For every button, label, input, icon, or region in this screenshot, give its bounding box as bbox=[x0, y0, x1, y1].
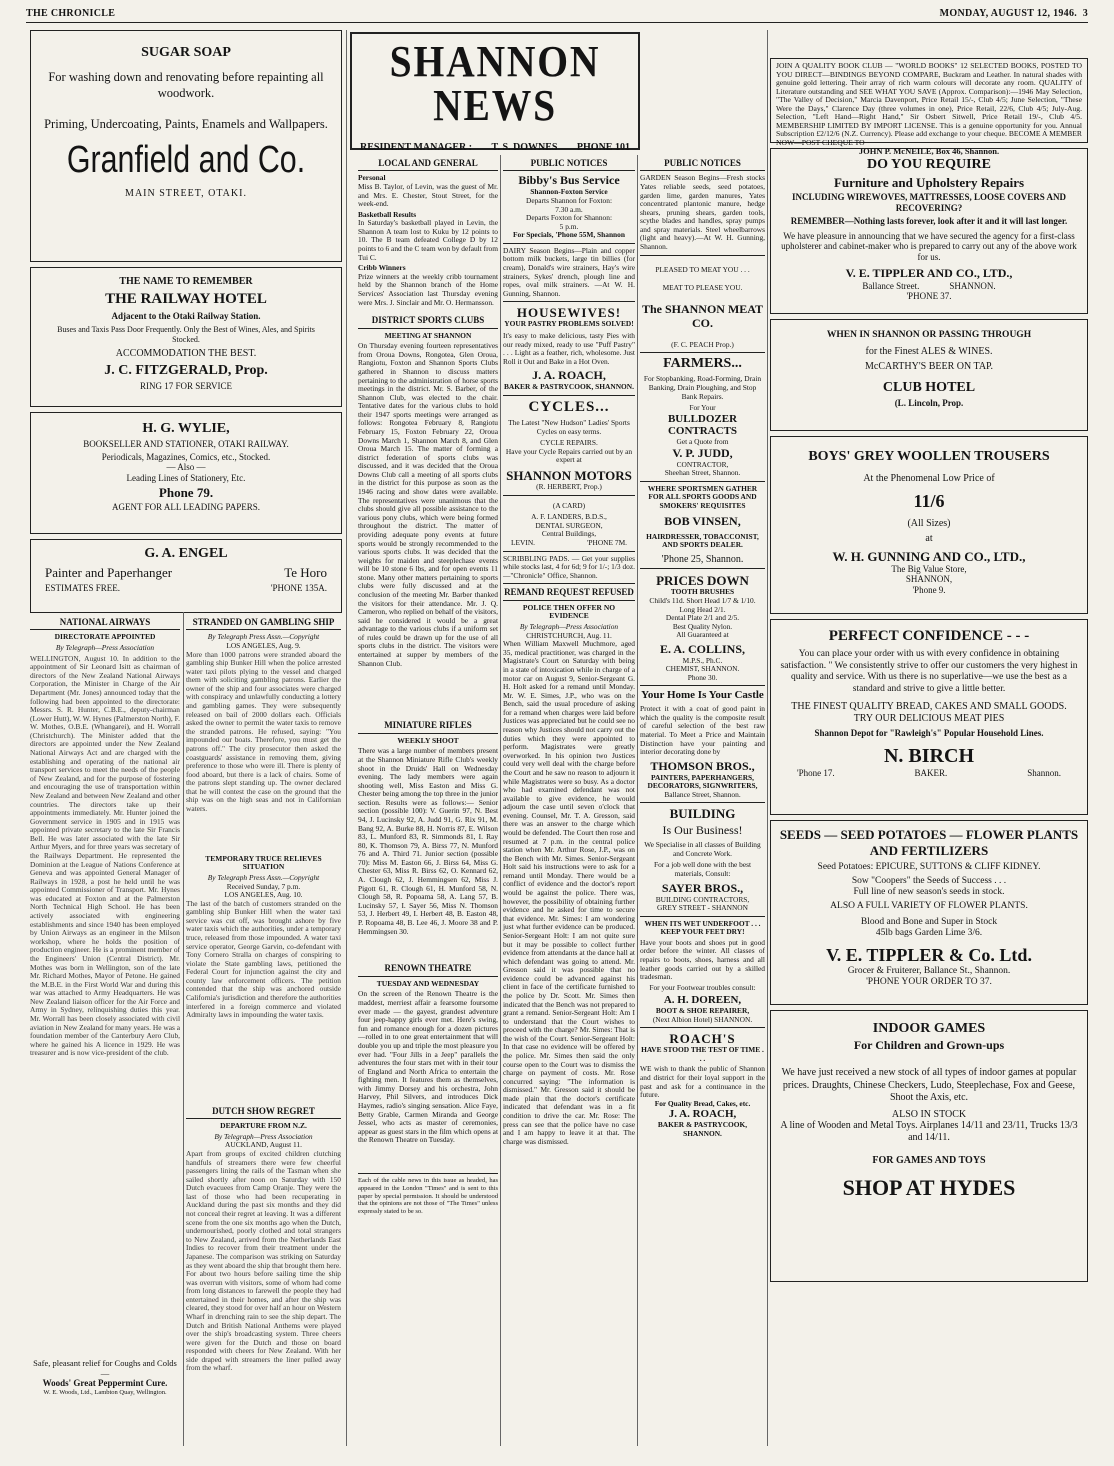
dentist-phone: 'PHONE 7M. bbox=[587, 537, 627, 547]
prices-l5: All Guaranteed at bbox=[676, 630, 729, 640]
truce-body: The last of the batch of customers stranded on the gambling ship Bunker Hill when the water taxi service was cut off, was brought ashore by five water taxis which the authorities, under a temporary truce, released from those impounded. A water taxi service operator, George Garvin, co-defendant with Tony Cornero Stralla on charges of conspiring to violate the State gambling laws, petitioned the Federal Court for injunction against the city and county law enforcement officers. The petition contended that the ship was anchored outside California's jurisdiction and therefore the authorities interfered in a foreign commerce and violated Admiralty laws in impounding the water taxis. bbox=[186, 898, 341, 1020]
stranded-title: STRANDED ON GAMBLING SHIP bbox=[186, 617, 341, 630]
times-note: Each of the cable news in this issue as headed, has appeared in the London "Times" and is sent to this paper by special permission. It should be understood that the opinions are not those of "The Times" unless expressly stated to be so. bbox=[358, 1177, 498, 1215]
ad-birch bbox=[770, 619, 1088, 815]
seeds-l1: Seed Potatoes: EPICURE, SUTTONS & CLIFF KIDNEY. bbox=[817, 862, 1041, 873]
rule-g bbox=[640, 255, 765, 256]
castle-body: Protect it with a coat of good paint in which the quality is the composite result of careful selection of the best raw material. To Meet a Price and Maintain Distinction have your painting and interior decorating done by bbox=[640, 704, 765, 757]
hotel-phone: RING 17 FOR SERVICE bbox=[139, 380, 233, 391]
roachs-title: ROACH'S bbox=[669, 1031, 736, 1047]
notices-title-2: PUBLIC NOTICES bbox=[640, 158, 765, 171]
col-rule-1 bbox=[183, 612, 184, 1446]
dutch-body: Apart from groups of excited children clutching handfuls of streamers there were few cheerful passengers lining the rails of the Tasman when she sailed shortly after noon on Saturday with 150 Dutch evacuees from Camp Oranje. They were the last of those who had been recuperating in Auckland during the past six months and they did not conceal their regret at leaving. It was a different scene from the one six months ago when the Dutch, undernourished, poorly clothed and total strangers to New Zealand, arrived from the Netherlands East Indies to recover from their treatment under the Japanese. The comparison was striking on Saturday as they went aboard the ship that brought them here. For about two hours before sailing time the ship was overrun with visitors, some of whom had come from long distances to farewell the people they had entertained in their homes, and after the ship was cleared, they stood for over half an hour on Western Wharf in drenching rain to see the ship depart. The Dutch and British National Anthems were played over the ship's broadcasting system. Three cheers were given for the Dutch and those on board responded with cheers for New Zealand. With her side draped with streamers the liner pulled away from the wharf. bbox=[186, 1148, 341, 1373]
dutch-title: DUTCH SHOW REGRET bbox=[186, 1106, 341, 1119]
vinsen-phone: 'Phone 25, Shannon. bbox=[661, 553, 744, 565]
rule-l bbox=[640, 802, 765, 803]
ad-sugar-soap bbox=[30, 30, 342, 262]
roach-name-1: J. A. ROACH, bbox=[532, 368, 606, 383]
seeds-l8: 'PHONE YOUR ORDER TO 37. bbox=[866, 977, 992, 988]
rule-k bbox=[640, 685, 765, 686]
airways-title: NATIONAL AIRWAYS bbox=[30, 617, 180, 630]
bibby-sub: Shannon-Foxton Service bbox=[530, 187, 608, 197]
hotel-proprietor: J. C. FITZGERALD, Prop. bbox=[104, 362, 268, 378]
renown-body: On the screen of the Renown Theatre is the maddest, merriest affair a fearsome foursome ever made — the gayest, grandest adventure four jeep-happy girls ever met. Here's swing, fun and romance enough for a dozen pictures—rolled in to one great entertainment that will double you up and triple the most pleasure you ever had. "Four Jills in a Jeep" parallels the adventures the four stars met with in their tour of England and North Africa to entertain the fighting men. It features them as themselves, with Jimmy Dorsey and his orchestra, John Harvey, Phil Silvers, and introduces Dick Haymes, radio's singing sensation. Alice Faye, Betty Grable, Carmen Miranda and George Jessel, who acts as master of ceremonies, appear as guest stars in the film which opens at the Renown Theatre on Tuesday. bbox=[358, 989, 498, 1145]
sayer-trade: BUILDING CONTRACTORS, bbox=[655, 894, 750, 904]
col-rule-4 bbox=[637, 155, 638, 1446]
cycles-line1: The Latest "New Hudson" Ladies' Sports Cycles on easy terms. bbox=[508, 418, 630, 436]
birch-trade: BAKER. bbox=[914, 767, 948, 778]
seeds-l6: 45lb bags Garden Lime 3/6. bbox=[875, 928, 983, 939]
games-l2: A line of Wooden and Metal Toys. Airplanes 14/11 and 23/11, Trucks 13/3 and 14/11. bbox=[780, 1120, 1078, 1143]
dentist-title: DENTAL SURGEON, bbox=[535, 520, 603, 530]
granfield-firm: Granfield and Co. bbox=[66, 138, 306, 181]
bulldozer: BULLDOZER CONTRACTS bbox=[667, 412, 738, 438]
renown-title: RENOWN THEATRE bbox=[358, 963, 498, 976]
prices-l4: Best Quality Nylon. bbox=[672, 621, 733, 631]
hotel-line4: ACCOMMODATION THE BEST. bbox=[115, 347, 257, 359]
seeds-l7: Grocer & Fruiterer, Ballance St., Shannon. bbox=[847, 966, 1011, 977]
collins-name: E. A. COLLINS, bbox=[659, 641, 746, 656]
roachs-trade: BAKER & PASTRYCOOK, SHANNON. bbox=[657, 1120, 748, 1138]
tippler-sub: Furniture and Upholstery Repairs bbox=[833, 175, 1025, 191]
renown-subtitle: TUESDAY AND WEDNESDAY bbox=[376, 978, 480, 988]
cribb-body: Prize winners at the weekly cribb tournament held by the Shannon branch of the Home Services' Association last Thursday evening were Mrs. J. Sinclair and Mr. O. Hermansson. bbox=[358, 271, 498, 307]
vinsen-name: BOB VINSEN, bbox=[664, 513, 741, 528]
engel-trade-row bbox=[45, 565, 327, 580]
sports-subtitle: MEETING AT SHANNON bbox=[384, 330, 472, 340]
collins-phone: Phone 30. bbox=[687, 672, 718, 682]
engel-bottom-row bbox=[45, 583, 327, 593]
meat-line1: PLEASED TO MEAT YOU . . . bbox=[655, 264, 750, 274]
rule-b bbox=[503, 301, 635, 302]
hydes-name: SHOP AT HYDES bbox=[842, 1175, 1016, 1201]
games-body: We have just received a new stock of all types of indoor games at popular prices. Draughts, Chinese Checkers, Ludo, Steeplechase, Fox and Geese, Shoot the Axis, etc. bbox=[781, 1067, 1077, 1104]
masthead-title: SHANNON NEWS bbox=[389, 37, 601, 130]
col-rule-5 bbox=[767, 30, 768, 1446]
birch-l1: THE FINEST QUALITY BREAD, CAKES AND SMALL GOODS. bbox=[791, 700, 1067, 712]
prices-title: PRICES DOWN bbox=[656, 573, 749, 589]
airways-article bbox=[30, 614, 180, 1444]
hotel-line3: Buses and Taxis Pass Door Frequently. Only the Best of Wines, Ales, and Spirits Stocked. bbox=[57, 325, 315, 344]
ad-engel bbox=[30, 539, 342, 613]
tippler-l3: We have pleasure in announcing that we have secured the agency for a first-class upholsterer and cabinet-maker who is prepared to carry out any of the above work for us. bbox=[781, 230, 1077, 262]
notices-title-1: PUBLIC NOTICES bbox=[503, 158, 635, 171]
tippler-addr2: SHANNON. bbox=[949, 280, 996, 291]
rifles-body: There was a large number of members present at the Shannon Miniature Rifle Club's weekly shoot in the Druids' Hall on Wednesday evening. The lady members were again shooting well, Miss Easton and Miss G. Chester being among the top three in the junior section. Results were as follows:— Senior section (possible 100): V. Guerin 97, N. Best 94, J. Lucinsky 92, A. Judd 91, G. Rix 91, M. Bang 92, A. Burke 88, H. Norris 87, E. Wilson 83, L. Munford 83, R. Simmonds 81, I. Ray 80, K. Thomson 79, A. Birss 77, N. Munford 76 and A. Third 71. Junior section (possible 70): Miss M. Easton 66, J. Birss 64, Miss G. Chester 63, Miss R. Birss 62, O. Kennard 62, A. Clough 62, J. Hemmingsen 62, Miss J. Pigott 61, R. Clough 61, H. Munford 58, N. Clough 58, R. Popoama 58, A. Lang 57, B. Lucinsky 57, I. Sayer 56, Miss N. Thomson 53, J. Herbert 49, I. Herbert 48, B. Easton 48, P. Ropoama 48, B. Lee 46, J. Moore 38 and P. Hemmingsen 30. bbox=[358, 746, 498, 936]
truce-dateline: LOS ANGELES, Aug. 10. bbox=[224, 890, 303, 900]
prices-l2: Long Head 2/1. bbox=[679, 604, 726, 614]
wylie-line4: Leading Lines of Stationery, Etc. bbox=[126, 472, 246, 483]
gunning-town: SHANNON, bbox=[905, 574, 953, 585]
dentist-row bbox=[511, 539, 627, 548]
birch-phone: 'Phone 17. bbox=[797, 767, 835, 778]
gunning-name: W. H. GUNNING AND CO., LTD., bbox=[832, 548, 1026, 564]
masthead-info bbox=[360, 142, 630, 154]
rule-a bbox=[503, 243, 635, 244]
collins-trade: M.P.S., Ph.C. bbox=[682, 655, 723, 665]
engel-phone: 'PHONE 135A. bbox=[270, 583, 327, 594]
hotel-name: THE RAILWAY HOTEL bbox=[105, 290, 267, 307]
roachs-l1: For Quality Bread, Cakes, etc. bbox=[654, 1098, 751, 1108]
housewives-body: It's easy to make delicious, tasty Pies with our ready mixed, ready to use "Puff Pastry" . . . Light as a feather, rich, wholesome. Just Roll it Out and Bake in a Hot Oven. bbox=[503, 330, 635, 366]
birch-title: PERFECT CONFIDENCE - - - bbox=[828, 628, 1030, 644]
trousers-title: BOYS' GREY WOOLLEN TROUSERS bbox=[808, 449, 1050, 464]
feet-title: WHEN ITS WET UNDERFOOT . . . KEEP YOUR FEET DRY! bbox=[644, 918, 761, 937]
rule-e bbox=[503, 551, 635, 552]
wylie-line5: AGENT FOR ALL LEADING PAPERS. bbox=[112, 502, 260, 513]
woods-ad-line1: Safe, pleasant relief for Coughs and Colds— bbox=[33, 1357, 177, 1378]
personal-body: Miss B. Taylor, of Levin, was the guest of Mr. and Mrs. E. Chester, Stout Street, for the week-end. bbox=[358, 182, 498, 209]
remand-byline: By Telegraph—Press Association bbox=[519, 622, 619, 632]
bibby-d1: Departs Shannon for Foxton: bbox=[525, 195, 612, 205]
ad-club-hotel bbox=[770, 319, 1088, 431]
wylie-name: H. G. WYLIE, bbox=[142, 421, 230, 436]
wylie-line3: — Also — bbox=[166, 462, 206, 473]
dentist-addr: Central Buildings, bbox=[541, 529, 597, 539]
ad-wylie bbox=[30, 412, 342, 534]
games-l1: ALSO IN STOCK bbox=[891, 1108, 967, 1120]
books-body: JOIN A QUALITY BOOK CLUB — "WORLD BOOKS" 12 SELECTED BOOKS, POSTED TO YOU DIRECT—BINDINGS BEYOND COMPARE, Buckram and Leather. In natural shades with genuine gold lettering. Their array of rich warm colours will decorate any room. QUALITY of Literature outstanding and SEE WHAT YOU SAVE (Approx. Comparison):—1946 May Selection, "The Valley of Decision," Marcia Davenport, Price Retail 15/-, Club 4/5; June Selection, "These Were the Days," Clarence Day (three volumes in one), Price Retail, 22/6, Club 4/5; July-Aug. Selection, "Left Hand—Right Hand," Sir Osbert Sitwell, Price Retail 19/-, Club 4/5. MEMBERSHIP LIMITED BY IMPORT LICENSE. This is a genuine opportunity for you. Annual Subscription £2/12/6 (N.Z. Currency). Please add exchange to your cheque. BECOME A MEMBER NOW—POST CHEQUE TO bbox=[776, 61, 1082, 147]
housewives-title: HOUSEWIVES! bbox=[516, 305, 622, 321]
seeds-l5: Blood and Bone and Super in Stock bbox=[860, 917, 998, 928]
stranded-article bbox=[186, 614, 341, 1444]
club-prop: (L. Lincoln, Prop. bbox=[894, 398, 964, 409]
masthead-phone: PHONE 101 bbox=[576, 142, 630, 153]
doreen-addr: (Next Albion Hotel) SHANNON. bbox=[652, 1014, 753, 1024]
farmers-line2: For Your bbox=[689, 403, 716, 413]
birch-l3: Shannon Depot for "Rawleigh's" Popular Household Lines. bbox=[814, 728, 1044, 739]
airways-byline: By Telegraph—Press Association bbox=[55, 643, 155, 653]
personal-heading: Personal bbox=[358, 173, 386, 183]
trousers-l1: At the Phenomenal Low Price of bbox=[863, 473, 995, 485]
tippler-phone: 'PHONE 37. bbox=[906, 291, 952, 302]
cribb-heading: Cribb Winners bbox=[358, 263, 406, 273]
cycles-title: CYCLES... bbox=[528, 398, 610, 415]
farmers-line3: Get a Quote from bbox=[676, 437, 729, 447]
gunning-l2: The Big Value Store, bbox=[891, 563, 967, 574]
dairy-notice: DAIRY Season Begins—Plain and copper bottom milk buckets, large tin billies (for cream), Donald's wire strainers, Hay's wire strainers, Sykes' drench, plough line and ropes, oval milk strainers. —At W. H. Gunning, Shannon. bbox=[503, 245, 635, 298]
collins-l6: CHEMIST, SHANNON. bbox=[665, 664, 740, 674]
meat-line2: MEAT TO PLEASE YOU. bbox=[662, 283, 743, 293]
stranded-byline: By Telegraph Press Assn.—Copyright bbox=[207, 632, 320, 642]
farmers-line1: For Stopbanking, Road-Forming, Drain Banking, Drain Ploughing, and Stop Bank Repairs. bbox=[643, 374, 762, 401]
cycles-prop: (R. HERBERT, Prop.) bbox=[536, 482, 602, 492]
col-rule-3 bbox=[500, 155, 501, 1446]
remand-body: When William Maxwell Muchmore, aged 35, medical practitioner, was charged in the Magistrate's Court on Saturday with being in a state of intoxication while in charge of a motor car on August 9, Senior-Sergeant G. H. Holt asked for a remand until Monday. Mr. W. E. Simes, J.P., who was on the Bench, said the usual procedure of asking for a remand when charges were laid before Justices was appreciated but he could see no reason why Justices should not carry out the duties which they were appointed to perform. Magistrates were greatly overworked. In his opinion two Justices could very well deal with the charge before the Court and he saw no reason to adjourn it while Magistrates were so busy. As a doctor who had examined defendant was not available to give evidence, he would adjourn the case until seven o'clock that evening. Counsel, Mr. T. A. Gresson, said there was an answer to the charge which would be defended. The Court then rose and resumed at 7 p.m. in the central police station when Mr. Arthur Rose, J.P., was on the Bench with Mr. Simes. Senior-Sergeant Holt said his instructions were to ask for a remand until Monday. There would be a conflict of evidence and the doctor's report would be against the police. There was, however, the possibility of obtaining further evidence and he asked for time to secure that evidence. Mr. Simes: I am wondering just what further evidence can be produced. Senior-Sergeant Holt: I am not quite sure but it may be possible to collect further evidence from attendants at the dance hall at which defendant was going to attend. Mr. Gresson said it was possible that no evidence could be advanced against his client in face of the certificate furnished to the police by Dr. Scott. Mr. Simes then indicated that the Bench was not prepared to grant a remand. Senior-Sergeant Holt: Am I to understand that the Court wishes to proceed with the charge? Mr. Simes: That is the wish of the Court. Senior-Sergeant Holt: In that case no evidence will be offered by the police. Mr. Simes then said the only course open to the Court was to dismiss the charge on payment of costs. Mr. Rose concurred saying: "The information is dismissed." Mr. Gresson said it should be made plain that the doctor's certificate indicated that defendant was in a fit condition to drive the car. Mr. Rose: The press can see that the police have no case and I am happy to leave it at that. The charge was dismissed. bbox=[503, 639, 635, 1146]
roachs-body: WE wish to thank the public of Shannon and district for their loyal support in the past and ask for a continuance in the future. bbox=[640, 1064, 765, 1100]
building-title: BUILDING bbox=[669, 806, 736, 822]
thomson-name: THOMSON BROS., bbox=[650, 758, 755, 773]
renown-rule bbox=[358, 1173, 498, 1174]
prices-sub: TOOTH BRUSHES bbox=[670, 587, 735, 597]
trousers-sizes: (All Sizes) bbox=[907, 517, 951, 529]
tippler-seeds-name: V. E. TIPPLER & Co. Ltd. bbox=[826, 945, 1032, 966]
sugar-soap-line2: Priming, Undercoating, Paints, Enamels and Wallpapers. bbox=[44, 116, 328, 131]
page-header bbox=[26, 6, 1088, 22]
building-l1: We Specialise in all classes of Building and Concrete Work. bbox=[644, 840, 761, 858]
gunning-phone: 'Phone 9. bbox=[912, 584, 946, 595]
sayer-addr: GREY STREET - SHANNON bbox=[657, 903, 748, 913]
tippler-name: V. E. TIPPLER AND CO., LTD., bbox=[845, 265, 1013, 280]
dutch-subtitle: DEPARTURE FROM N.Z. bbox=[220, 1121, 307, 1131]
seeds-l3: Full line of new season's seeds in stock. bbox=[853, 887, 1005, 898]
manager-label: RESIDENT MANAGER : bbox=[360, 142, 473, 153]
stranded-body: More than 1000 patrons were stranded aboard the gambling ship Bunker Hill when the police arrested water taxi pilots plying to the vessel and charged them with soliciting gambling patrons. Earlier the owner of the ship and four associates were charged with conspiracy and unlawfully conducting a lottery and gambling games. They were subsequently released on bail of 2000 dollars each. Officials asked the owner to permit the water taxis to remove the stranded patrons. He refused, saying: "You impounded our boats. Therefore, you must get the patrons off." The city prosecutor then asked the coastguards' assistance in removing them, giving preference to those who were ill. There is plenty of food aboard, but there is a lack of chairs. Some of the patrons slept standing up. The owner declared that he will contest the case on the ground that the ship was on the high seas and not in Californian waters. bbox=[186, 649, 341, 813]
seeds-l4: ALSO A FULL VARIETY OF FLOWER PLANTS. bbox=[830, 901, 1028, 912]
club-l3: McCARTHY'S BEER ON TAP. bbox=[864, 360, 993, 372]
bibby-name: Bibby's Bus Service bbox=[518, 173, 620, 188]
woods-ad-line3: W. E. Woods, Ltd., Lambton Quay, Wellington. bbox=[43, 1388, 167, 1396]
games-sub: For Children and Grown-ups bbox=[853, 1038, 1005, 1053]
club-name: CLUB HOTEL bbox=[882, 380, 976, 396]
feet-l1: For your Footwear troubles consult: bbox=[649, 982, 756, 992]
roachs-name: J. A. ROACH, bbox=[668, 1108, 737, 1121]
tippler-title: DO YOU REQUIRE bbox=[867, 157, 991, 172]
rule-m bbox=[640, 916, 765, 917]
rule-c bbox=[503, 395, 635, 396]
scribbling-pads: SCRIBBLING PADS. — Get your supplies while stocks last, 4 for 6d; 9 for 1/-; 1/3 doz.—"Chronicle" Office, Shannon. bbox=[503, 553, 635, 580]
tippler-l1: INCLUDING WIREWOVES, MATTRESSES, LOOSE COVERS AND RECOVERING? bbox=[792, 192, 1066, 213]
judd-trade: CONTRACTOR, bbox=[676, 459, 729, 469]
stranded-dateline: LOS ANGELES, Aug. 9. bbox=[226, 641, 301, 651]
truce-received: Received Sunday, 7 p.m. bbox=[226, 881, 301, 891]
cycles-line2: CYCLE REPAIRS. bbox=[540, 438, 598, 448]
bibby-d2: Departs Foxton for Shannon: bbox=[525, 213, 612, 223]
local-column bbox=[358, 155, 498, 1445]
feet-body: Have your boots and shoes put in good order before the winter. All classes of repairs to boots, shoes, harness and all leather goods carried out by a skilled tradesman. bbox=[640, 937, 765, 982]
dentist-card: (A CARD) bbox=[552, 500, 586, 510]
ad-boys-trousers bbox=[770, 436, 1088, 614]
basketball-body: In Saturday's basketball played in Levin, the Shannon A team lost to Kuku by 12 points to 10. The B team defeated College D by 12 points to 6 and the C team won by default from Tui C. bbox=[358, 218, 498, 262]
sugar-soap-line1: For washing down and renovating before repainting all woodwork. bbox=[48, 70, 324, 101]
bibby-specials: For Specials, 'Phone 55M, Shannon bbox=[513, 230, 625, 240]
hotel-line1: THE NAME TO REMEMBER bbox=[119, 276, 253, 287]
seeds-title: SEEDS — SEED POTATOES — FLOWER PLANTS AND FERTILIZERS bbox=[779, 827, 1079, 858]
ad-indoor-games bbox=[770, 1010, 1088, 1282]
birch-row bbox=[797, 768, 1061, 778]
airways-body: WELLINGTON, August 10. In addition to the appointment of Sir Leonard Isitt as chairman of directors of the New Zealand National Airways Corporation, the Minister in Charge of the Air Department (Mr. Jones) announced today that the following had been appointed to the directorate: Messrs. S. R. Hunter, C.B.E., deputy-chairman (Lower Hutt), W. W. Hynes (Palmerston North), F. W. Mothes, O.B.E. (Whangarei), and H. Worrall (Christchurch). The Minister added that the directors are appointed under the New Zealand National Airways Act and are charged with the establishing and operating of the national air transport services to meet the needs of the people of New Zealand, and for the purpose of fostering and encouraging the use of transportation within New Zealand and between New Zealand and other countries. The directors take up their appointments immediately. Mr. Hunter joined the Government service in 1905 and in 1915 was appointed private secretary to the late Sir Francis Bell. He was later associated with the late Sir Arthur Myers, and for three years was secretary of the Railways Department. He represented the Dominion at the League of Nations Conference at Geneva and was appointed General Manager of Railways in 1928, a post he held until he was appointed Commissioner of Transport. Mr. Hynes was educated at Foxton and at the Palmerston North Technical High School. He has been actively associated with engineering establishments and since 1940 has been employed by Union Airways as an engineer in the Milson workshop, where he holds the position of production engineer. He is a prominent member of the Engineers' Union (Central District). Mr. Mothes was born in Wellington, son of the late Mr. Richard Mothes, Mayor of Petone. He gained the M.B.E. in the First World War and during this war was attached to Army Headquarters. He was New Zealand liaison officer for the Air Force and Army in Sydney, relinquishing duties this year. Mr. Worrall has been closely associated with civil aviation in New Zealand for many years. He was a foundation member of the Canterbury Aero Club, where he gained his A licence in 1929. He was treasurer and is now vice-president of the club. bbox=[30, 653, 180, 1058]
notices-column-2 bbox=[640, 155, 765, 1445]
engel-place: Te Horo bbox=[284, 565, 327, 581]
wylie-line1: BOOKSELLER AND STATIONER, OTAKI RAILWAY. bbox=[83, 439, 289, 450]
engel-name: G. A. ENGEL bbox=[144, 546, 228, 561]
tippler-addr-row bbox=[777, 281, 1081, 291]
meat-co: The SHANNON MEAT CO. bbox=[641, 301, 764, 330]
rule-h bbox=[640, 352, 765, 353]
birch-body: You can place your order with us with every confidence in obtaining satisfaction. " We consistently strive to offer our customers the very highest in quality and service. With us there is no superlative—we use the best as a standard and strive to give a little better. bbox=[780, 649, 1078, 694]
dentist-town: LEVIN. bbox=[511, 537, 536, 547]
dutch-byline: By Telegraph—Press Association bbox=[214, 1131, 313, 1141]
roach-trade-1: BAKER & PASTRYCOOK, SHANNON. bbox=[504, 382, 634, 392]
rule-i bbox=[640, 481, 765, 482]
castle-title: Your Home Is Your Castle bbox=[641, 689, 764, 702]
thomson-addr: Ballance Street, Shannon. bbox=[664, 789, 741, 799]
thomson-trade: PAINTERS, PAPERHANGERS, DECORATORS, SIGNWRITERS, bbox=[647, 772, 758, 791]
tippler-l2: REMEMBER—Nothing lasts forever, look after it and it will last longer. bbox=[790, 216, 1068, 227]
ad-seeds bbox=[770, 820, 1088, 1005]
sports-title: DISTRICT SPORTS CLUBS bbox=[358, 315, 498, 328]
remand-sub: POLICE THEN OFFER NO EVIDENCE bbox=[522, 602, 616, 621]
engel-trade: Painter and Paperhanger bbox=[45, 565, 173, 581]
rule-n bbox=[640, 1027, 765, 1028]
housewives-sub: YOUR PASTRY PROBLEMS SOLVED! bbox=[504, 319, 634, 329]
rule-d bbox=[503, 495, 635, 496]
left-ads-column bbox=[30, 30, 342, 618]
masthead bbox=[350, 32, 640, 153]
wylie-phone: Phone 79. bbox=[158, 484, 214, 500]
bibby-t2: 5 p.m. bbox=[559, 221, 579, 231]
granfield-address: MAIN STREET, OTAKI. bbox=[125, 187, 247, 199]
club-l1: WHEN IN SHANNON OR PASSING THROUGH bbox=[826, 330, 1032, 340]
woods-ad-line2: Woods' Great Peppermint Cure. bbox=[42, 1378, 168, 1389]
page-date: MONDAY, AUGUST 12, 1946. 3 bbox=[939, 8, 1088, 19]
birch-l2: TRY OUR DELICIOUS MEAT PIES bbox=[853, 712, 1005, 724]
remand-title: REMAND REQUEST REFUSED bbox=[503, 587, 635, 600]
rule-j bbox=[640, 568, 765, 569]
seeds-l2: Sow "Coopers" the Seeds of Success . . . bbox=[851, 876, 1007, 887]
remand-dateline: CHRISTCHURCH, Aug. 11. bbox=[526, 630, 612, 640]
trousers-at: at bbox=[925, 533, 933, 545]
dutch-dateline: AUCKLAND, August 11. bbox=[225, 1140, 302, 1150]
dentist-name: A. F. LANDERS, B.D.S., bbox=[531, 512, 607, 522]
col-rule-2 bbox=[346, 30, 347, 1446]
judd-name: V. P. JUDD, bbox=[672, 445, 733, 460]
paper-name: THE CHRONICLE bbox=[26, 8, 116, 19]
vinsen-line1: WHERE SPORTSMEN GATHER FOR ALL SPORTS GOODS AND SMOKERS' REQUISITES bbox=[647, 483, 758, 511]
prices-l1: Child's 11d. Short Head 1/7 & 1/10. bbox=[649, 595, 756, 605]
bibby-t1: 7.30 a.m. bbox=[555, 204, 583, 214]
building-sub: Is Our Business! bbox=[662, 823, 743, 838]
cycles-line3: Have your Cycle Repairs carried out by an expert at bbox=[505, 446, 633, 465]
vinsen-line2: HAIRDRESSER, TOBACCONIST, AND SPORTS DEALER. bbox=[646, 531, 759, 550]
ad-world-books bbox=[770, 58, 1088, 156]
basketball-heading: Basketball Results bbox=[358, 209, 417, 219]
hotel-line2: Adjacent to the Otaki Railway Station. bbox=[111, 310, 261, 321]
ad-tippler-furniture bbox=[770, 148, 1088, 314]
doreen-trade: BOOT & SHOE REPAIRER, bbox=[655, 1006, 750, 1016]
ad-railway-hotel bbox=[30, 267, 342, 407]
sugar-soap-title: SUGAR SOAP bbox=[141, 45, 231, 60]
games-l3: FOR GAMES AND TOYS bbox=[872, 1155, 986, 1167]
rule-f bbox=[503, 583, 635, 584]
sayer-name: SAYER BROS., bbox=[661, 880, 744, 895]
masthead-right-blank bbox=[645, 32, 745, 150]
tippler-addr1: Ballance Street. bbox=[862, 280, 920, 291]
header-rule bbox=[26, 22, 1088, 23]
doreen-name: A. H. DOREEN, bbox=[663, 994, 742, 1007]
farmers-title: FARMERS... bbox=[663, 356, 742, 372]
rifles-title: MINIATURE RIFLES bbox=[358, 720, 498, 733]
notices-column-1 bbox=[503, 155, 635, 1445]
garden-notice: GARDEN Season Begins—Fresh stocks Yates reliable seeds, seed potatoes, garden lime, garden manures, Yates concentrated plantonic manure, hedge shears, pruning shears, garden tools, scythe blades and handles, spray pumps and spray materials. Steel wheelbarrows (light and heavy).—At W. H. Gunning, Shannon. bbox=[640, 173, 765, 252]
rifles-subtitle: WEEKLY SHOOT bbox=[397, 735, 459, 745]
wylie-line2: Periodicals, Magazines, Comics, etc., Stocked. bbox=[101, 451, 271, 462]
right-ads-column bbox=[770, 58, 1088, 1448]
meat-prop: (F. C. PEACH Prop.) bbox=[671, 339, 734, 349]
sports-body: On Thursday evening fourteen representatives from Oroua Downs, Rongotea, Glen Oroua, Rangiotu, Foxton and Shannon Sports Clubs gathered in Shannon to discuss matters pertaining to the administration of horse sports meetings in the district. Mr. S. Barber, of the Shannon Club, was elected to the chair. Tentative dates for the various clubs to hold their 1947 sports meetings were arranged as follows: Rongotea February 8, Rangiotu February 15, Foxton February 22, Oroua Downs March 1, Shannon March 8, and Glen Oroua March 15. The matter of forming a district federation of sports clubs was discussed, and it was decided that the Oroua Downs Club call a meeting of all sports clubs in the district for this purpose as soon as the 1946 racing and show dates were available. The representatives were unanimous that the clubs should give all possible assistance to the various pony clubs, which were being formed throughout the district. The matter of providing adequate pony events at future sports would be strongly recommended to the various sports clubs. It was decided that the weights for maiden and steeplechase events will be 10 stone 6 lbs, and for open events 11 stone. Many other matters pertaining to sports clubs were fully discussed and at the conclusion of the meeting Mr. Barber thanked the visitors for their attendance. Mr. J. Q. Cameron, who replied on behalf of the visitors, said he considered it would be a great advantage to the various clubs if a uniform set of rules could be drawn up for the use of all sports clubs in the district. The visitors were entertained at supper by members of the Shannon Club. bbox=[358, 341, 498, 668]
manager-name: T. S. DOWNES bbox=[491, 142, 558, 153]
books-name: JOHN P. McNEILE, Box 46, Shannon. bbox=[858, 146, 1000, 156]
truce-byline: By Telegraph Press Assn.—Copyright bbox=[207, 872, 320, 882]
club-l2: for the Finest ALES & WINES. bbox=[865, 346, 993, 358]
local-title: LOCAL AND GENERAL bbox=[358, 158, 498, 171]
trousers-price: 11/6 bbox=[913, 490, 945, 511]
shannon-motors: SHANNON MOTORS bbox=[506, 468, 632, 484]
roachs-sub: HAVE STOOD THE TEST OF TIME . . . bbox=[641, 1045, 764, 1063]
judd-addr: Sheehan Street, Shannon. bbox=[664, 468, 741, 478]
birch-town: Shannon. bbox=[1027, 767, 1061, 778]
building-l2: For a job well done with the best materials, Consult: bbox=[653, 860, 752, 879]
airways-subtitle: DIRECTORATE APPOINTED bbox=[54, 632, 156, 642]
truce-subtitle: TEMPORARY TRUCE RELIEVES SITUATION bbox=[205, 853, 322, 872]
page-number: 3 bbox=[1082, 8, 1088, 19]
birch-name: N. BIRCH bbox=[883, 744, 974, 767]
prices-l3: Dental Plate 2/1 and 2/5. bbox=[665, 613, 740, 623]
engel-estimates: ESTIMATES FREE. bbox=[45, 583, 121, 594]
games-title: INDOOR GAMES bbox=[872, 1021, 986, 1036]
